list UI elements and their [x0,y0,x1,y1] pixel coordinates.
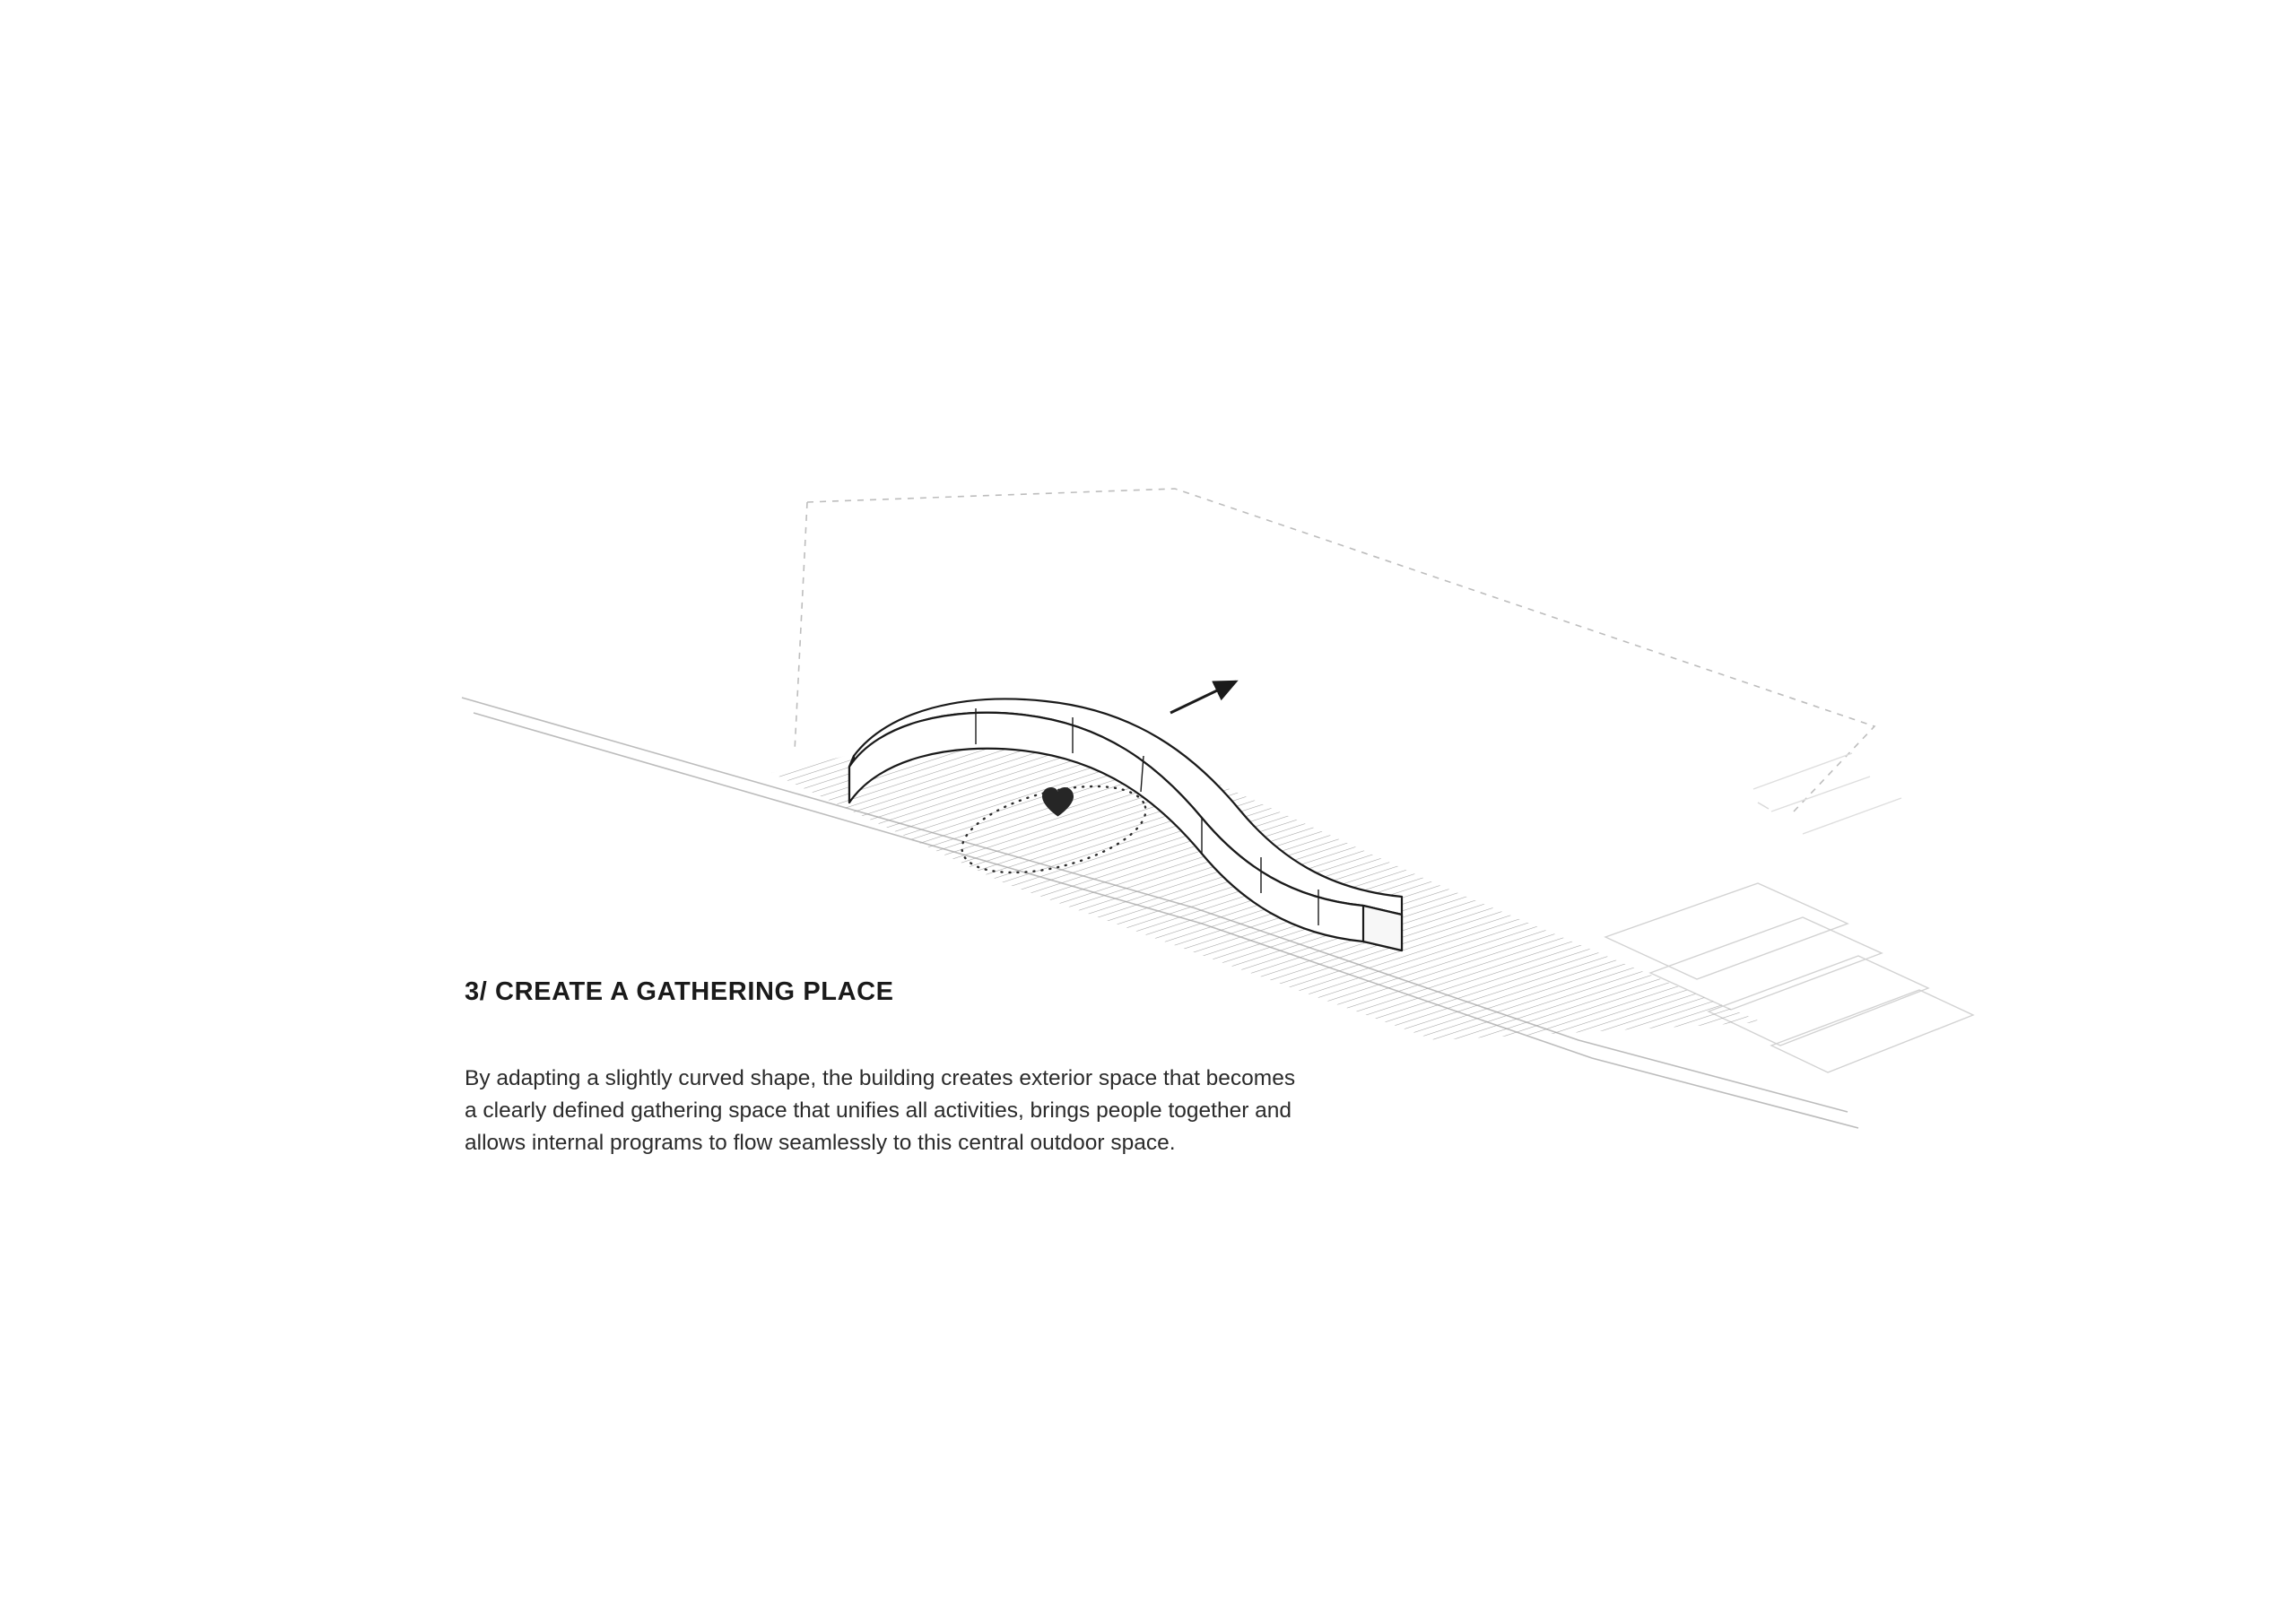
caption-body [465,1063,1505,1159]
caption-block [465,977,1586,1159]
caption-line-2: a clearly defined gathering space that unifies all activities, brings people together and [465,1098,1292,1123]
direction-arrow [1170,681,1236,713]
caption-line-3: allows internal programs to flow seamlessly to this central outdoor space. [465,1131,1176,1155]
page-title: 3/ CREATE A GATHERING PLACE [465,977,894,1006]
caption-line-1: By adapting a slightly curved shape, the building creates exterior space that becomes [465,1066,1296,1090]
